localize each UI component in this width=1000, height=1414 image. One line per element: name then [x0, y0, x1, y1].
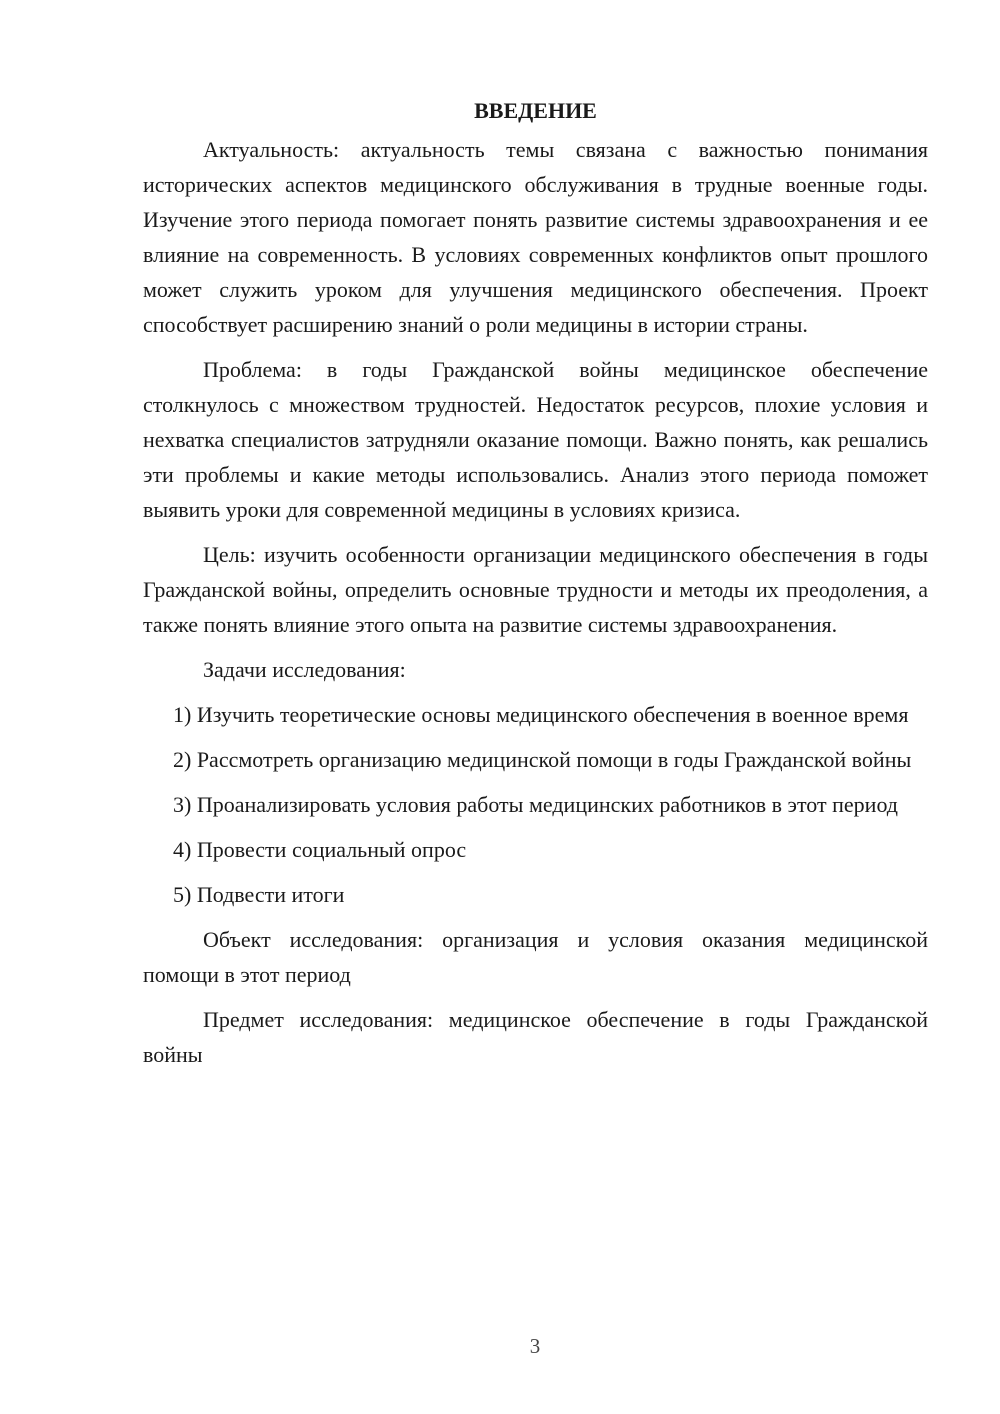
task-item: 1) Изучить теоретические основы медицинского обеспечения в военное время	[173, 702, 909, 727]
relevance-paragraph: Актуальность: актуальность темы связана с важностью понимания исторических аспектов медицинского обслуживания в трудные военные годы. Изучение этого периода помогает понять развитие системы здравоохранения и ее влияние на современность. В условиях современных конфликтов опыт прошлого может служить уроком для улучшения медицинского обеспечения. Проект способствует расширению знаний о роли медицины в истории страны.	[143, 137, 928, 337]
task-item: 3) Проанализировать условия работы медицинских работников в этот период	[173, 792, 899, 817]
page-number: 3	[529, 1334, 541, 1358]
task-item: 2) Рассмотреть организацию медицинской помощи в годы Гражданской войны	[173, 747, 912, 772]
tasks-heading: Задачи исследования:	[203, 657, 406, 682]
task-item: 5) Подвести итоги	[173, 882, 345, 907]
task-item: 4) Провести социальный опрос	[173, 837, 467, 862]
document-page	[143, 96, 928, 1082]
goal-paragraph: Цель: изучить особенности организации медицинского обеспечения в годы Гражданской войны, определить основные трудности и методы их преодоления, а также понять влияние этого опыта на развитие системы здравоохранения.	[143, 542, 928, 637]
subject-paragraph: Предмет исследования: медицинское обеспечение в годы Гражданской войны	[143, 1007, 928, 1067]
object-paragraph: Объект исследования: организация и условия оказания медицинской помощи в этот период	[143, 927, 928, 987]
section-heading: ВВЕДЕНИЕ	[474, 98, 597, 123]
problem-paragraph: Проблема: в годы Гражданской войны медицинское обеспечение столкнулось с множеством трудностей. Недостаток ресурсов, плохие условия и нехватка специалистов затрудняли оказание помощи. Важно понять, как решались эти проблемы и какие методы использовались. Анализ этого периода поможет выявить уроки для современной медицины в условиях кризиса.	[143, 357, 928, 522]
